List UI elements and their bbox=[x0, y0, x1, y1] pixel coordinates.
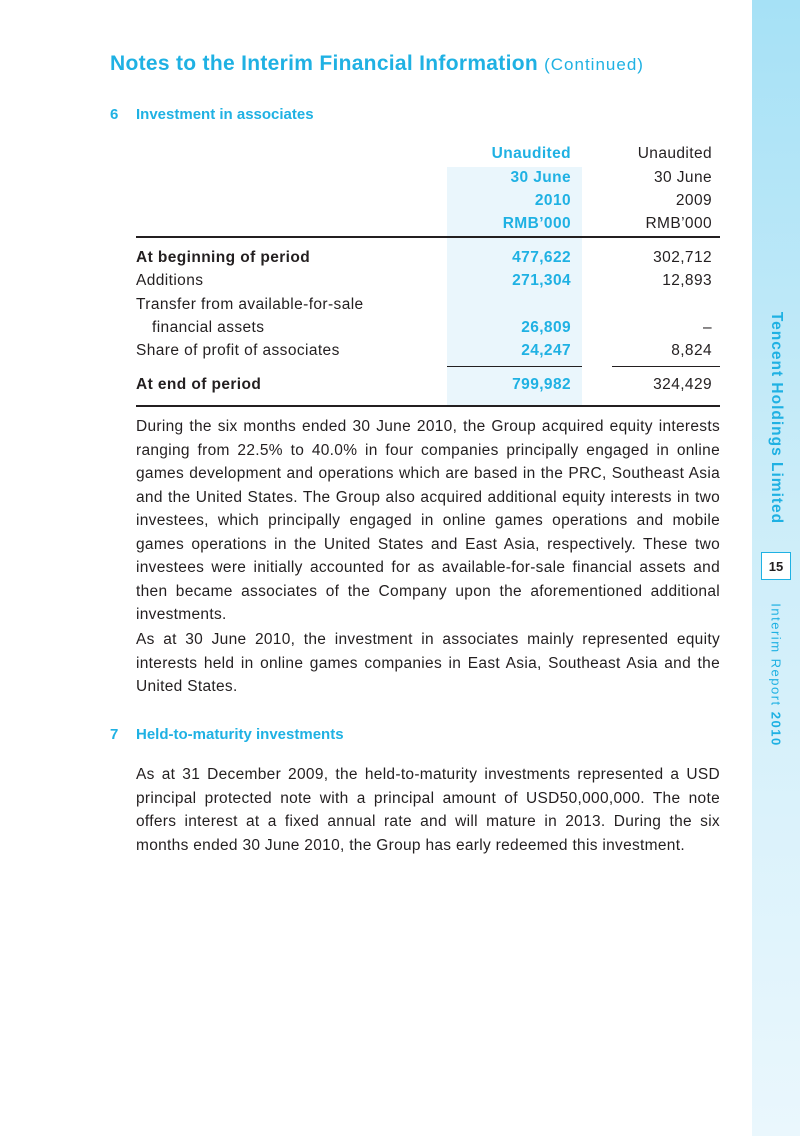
col-2009-header-line: 2009 bbox=[675, 192, 712, 209]
value-2009: 302,712 bbox=[653, 249, 712, 266]
header-divider bbox=[136, 236, 720, 238]
col-2010-header-line: 2010 bbox=[534, 192, 571, 209]
section-number: 6 bbox=[110, 106, 119, 123]
value-2010: 26,809 bbox=[521, 319, 571, 336]
table-row bbox=[136, 339, 720, 362]
table-header-row bbox=[136, 142, 720, 165]
col-2010-header-line: RMB’000 bbox=[502, 215, 571, 232]
row-label: At end of period bbox=[136, 376, 262, 393]
section-title: Held-to-maturity investments bbox=[136, 726, 344, 743]
section-6-paragraph-1: During the six months ended 30 June 2010, the Group acquired equity interests ranging from 22.5% to 40.0% in four companies principally engaged in online games development and operations which are based in the PRC, Southeast Asia and the United States. The Group also acquired additional equity interests in two investees, which principally engaged in online games operations and mobile games operations in the United States and East Asia, respectively. These two investees were initially accounted for as available-for-sale financial assets and then became associates of the Company upon the aforementioned additional investments. bbox=[136, 418, 720, 623]
value-2010: 24,247 bbox=[521, 342, 571, 359]
value-2009: – bbox=[702, 319, 712, 336]
row-label: Share of profit of associates bbox=[136, 342, 340, 359]
col-2010-header-line: Unaudited bbox=[491, 145, 571, 162]
table-header-row bbox=[136, 212, 720, 235]
table-row bbox=[136, 246, 720, 269]
page-title bbox=[110, 52, 644, 76]
table-row bbox=[136, 269, 720, 292]
value-2010: 799,982 bbox=[512, 376, 571, 393]
value-2010: 477,622 bbox=[512, 249, 571, 266]
col-2009-header-line: 30 June bbox=[654, 169, 712, 186]
report-name bbox=[769, 603, 784, 746]
value-2009: 8,824 bbox=[671, 342, 712, 359]
row-label: Additions bbox=[136, 272, 204, 289]
value-2009: 324,429 bbox=[653, 376, 712, 393]
report-year: 2010 bbox=[768, 711, 784, 747]
value-2009: 12,893 bbox=[662, 272, 712, 289]
page-number: 15 bbox=[761, 552, 791, 580]
section-7-heading bbox=[110, 726, 344, 743]
section-title: Investment in associates bbox=[136, 106, 314, 123]
section-6-heading bbox=[110, 106, 314, 123]
page-title-continued: (Continued) bbox=[544, 55, 644, 74]
subtotal-rule-2010 bbox=[447, 366, 582, 367]
table-row bbox=[136, 316, 720, 339]
section-6-paragraph-2: As at 30 June 2010, the investment in associates mainly represented equity interests held in online games companies in East Asia, Southeast Asia and the United States. bbox=[136, 631, 720, 695]
report-label: Interim Report bbox=[768, 603, 784, 707]
subtotal-rule-2009 bbox=[612, 366, 720, 367]
page-title-main: Notes to the Interim Financial Information bbox=[110, 52, 538, 75]
table-header-row bbox=[136, 166, 720, 189]
col-2009-header-line: RMB’000 bbox=[645, 215, 712, 232]
row-label: At beginning of period bbox=[136, 249, 311, 266]
company-name: Tencent Holdings Limited bbox=[768, 311, 785, 525]
section-7-paragraph: As at 31 December 2009, the held-to-maturity investments represented a USD principal protected note with a principal amount of USD50,000,000. The note offers interest at a fixed annual rate and will mature in 2013. During the six months ended 30 June 2010, the Group has early redeemed this investment. bbox=[136, 766, 720, 854]
table-header-row bbox=[136, 189, 720, 212]
row-label: financial assets bbox=[152, 319, 265, 336]
table-row bbox=[136, 293, 720, 316]
total-divider bbox=[136, 405, 720, 407]
col-2010-header-line: 30 June bbox=[510, 169, 571, 186]
table-total-row bbox=[136, 373, 720, 396]
col-2009-header-line: Unaudited bbox=[637, 145, 712, 162]
value-2010: 271,304 bbox=[512, 272, 571, 289]
section-number: 7 bbox=[110, 726, 119, 743]
row-label: Transfer from available-for-sale bbox=[136, 296, 364, 313]
